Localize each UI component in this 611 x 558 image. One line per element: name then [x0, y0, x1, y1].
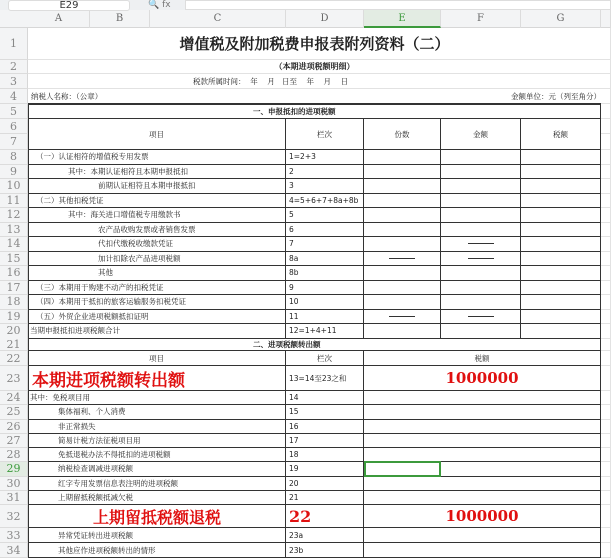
- grid-cell[interactable]: [601, 266, 611, 281]
- row-item: 农产品收购发票或者销售发票: [28, 223, 286, 238]
- tax-cell[interactable]: [521, 266, 601, 281]
- tax-cell[interactable]: [521, 165, 601, 180]
- row-header-24[interactable]: 24: [0, 391, 28, 405]
- grid-cell[interactable]: [601, 28, 611, 60]
- tax-cell[interactable]: [364, 448, 601, 462]
- count-cell[interactable]: [364, 150, 441, 165]
- grid-cell[interactable]: [601, 310, 611, 325]
- column-header-e[interactable]: E: [364, 10, 441, 28]
- row-column-number: 5: [286, 208, 364, 223]
- grid-cell[interactable]: [601, 420, 611, 434]
- row-header-11[interactable]: 11: [0, 194, 28, 209]
- row-column-number: 23b: [286, 543, 364, 558]
- amount-cell[interactable]: [441, 324, 521, 339]
- row-column-number: 11: [286, 310, 364, 325]
- section2-header: 项目: [28, 351, 286, 366]
- row-column-number: 12=1+4+11: [286, 324, 364, 339]
- count-cell[interactable]: [364, 237, 441, 252]
- row-column-number: 9: [286, 281, 364, 296]
- tax-cell[interactable]: [521, 295, 601, 310]
- row-column-number: 23a: [286, 528, 364, 543]
- grid-cell[interactable]: [601, 448, 611, 462]
- row-column-number: 10: [286, 295, 364, 310]
- row-column-number: 14: [286, 391, 364, 405]
- grid-cell[interactable]: [601, 74, 611, 89]
- grid-cell[interactable]: [601, 150, 611, 165]
- dash: [468, 258, 494, 259]
- row-header-18[interactable]: 18: [0, 295, 28, 310]
- taxpayer-name: 纳税人名称：（公章）: [28, 89, 441, 104]
- row-item: 代扣代缴税收缴款凭证: [28, 237, 286, 252]
- tax-cell[interactable]: [521, 281, 601, 296]
- column-header-g[interactable]: G: [521, 10, 601, 28]
- row-item: 红字专用发票信息表注明的进项税额: [28, 477, 286, 491]
- row-column-number: 13=14至23之和: [286, 366, 364, 391]
- grid-cell[interactable]: [601, 60, 611, 74]
- grid-cell[interactable]: [601, 179, 611, 194]
- row-column-number: 22: [286, 505, 364, 528]
- amount-unit: 金额单位：元（列至角分）: [441, 89, 601, 104]
- row-item: 本期进项税额转出额: [28, 366, 286, 391]
- grid-cell[interactable]: [601, 237, 611, 252]
- row-item: 上期留抵税额抵减欠税: [28, 491, 286, 505]
- row-column-number: 21: [286, 491, 364, 505]
- column-header-b[interactable]: B: [90, 10, 150, 28]
- row-header-12[interactable]: 12: [0, 208, 28, 223]
- row-header-27[interactable]: 27: [0, 434, 28, 448]
- row-header-16[interactable]: 16: [0, 266, 28, 281]
- amount-cell[interactable]: [441, 150, 521, 165]
- grid-cell[interactable]: [601, 491, 611, 505]
- row-header-17[interactable]: 17: [0, 281, 28, 296]
- count-cell[interactable]: [364, 324, 441, 339]
- row-item: 非正常损失: [28, 420, 286, 434]
- row-header-23[interactable]: 23: [0, 366, 28, 391]
- row-item: 当期申报抵扣进项税额合计: [28, 324, 286, 339]
- amount-cell[interactable]: [441, 295, 521, 310]
- grid-cell[interactable]: [601, 434, 611, 448]
- section1-title: 一、申报抵扣的进项税额: [28, 104, 601, 119]
- row-column-number: 16: [286, 420, 364, 434]
- row-item: （五）外贸企业进项税额抵扣证明: [28, 310, 286, 325]
- count-cell[interactable]: [364, 266, 441, 281]
- row-item: 加计扣除农产品进项税额: [28, 252, 286, 267]
- row-item: 异常凭证转出进项税额: [28, 528, 286, 543]
- grid-cell[interactable]: [601, 165, 611, 180]
- row-column-number: 7: [286, 237, 364, 252]
- grid-cell[interactable]: [601, 505, 611, 528]
- grid-cell[interactable]: [601, 366, 611, 391]
- row-header-30[interactable]: 30: [0, 477, 28, 491]
- row-item: 免抵退税办法不得抵扣的进项税额: [28, 448, 286, 462]
- column-header-d[interactable]: D: [286, 10, 364, 28]
- tax-cell[interactable]: [364, 420, 601, 434]
- row-item: 其他应作进项税额转出的情形: [28, 543, 286, 558]
- amount-cell[interactable]: [441, 266, 521, 281]
- section1-header: 份数: [364, 119, 441, 150]
- tax-cell[interactable]: [521, 194, 601, 209]
- grid-cell[interactable]: [601, 208, 611, 223]
- tax-cell[interactable]: [364, 405, 601, 419]
- grid-cell[interactable]: [601, 405, 611, 419]
- grid-cell[interactable]: [601, 281, 611, 296]
- tax-cell[interactable]: [521, 223, 601, 238]
- row-header-9[interactable]: 9: [0, 165, 28, 180]
- count-cell[interactable]: [364, 295, 441, 310]
- section2-title: 二、进项税额转出额: [28, 338, 601, 351]
- row-column-number: 15: [286, 405, 364, 419]
- row-column-number: 19: [286, 462, 364, 476]
- dash: [468, 243, 494, 244]
- dash: [389, 258, 415, 259]
- row-column-number: 4=5+6+7+8a+8b: [286, 194, 364, 209]
- row-header-7[interactable]: 7: [0, 134, 28, 150]
- row-header-1[interactable]: 1: [0, 28, 28, 60]
- tax-cell[interactable]: [364, 391, 601, 405]
- row-item: （一）认证相符的增值税专用发票: [28, 150, 286, 165]
- tax-cell[interactable]: 1000000: [364, 505, 601, 528]
- dash: [389, 316, 415, 317]
- report-subtitle: （本期进项税额明细）: [28, 60, 601, 74]
- grid-cell[interactable]: [601, 89, 611, 104]
- amount-cell[interactable]: [441, 165, 521, 180]
- count-cell[interactable]: [364, 223, 441, 238]
- grid-cell[interactable]: [601, 252, 611, 267]
- section1-header: 金额: [441, 119, 521, 150]
- row-item: 集体福利、个人消费: [28, 405, 286, 419]
- count-cell[interactable]: [364, 281, 441, 296]
- row-header-6[interactable]: 6: [0, 119, 28, 134]
- column-header-extra: [601, 10, 611, 28]
- row-header-31[interactable]: 31: [0, 491, 28, 505]
- section2-header: 栏次: [286, 351, 364, 366]
- count-cell[interactable]: [364, 194, 441, 209]
- amount-cell[interactable]: [441, 194, 521, 209]
- count-cell[interactable]: [364, 179, 441, 194]
- row-header-15[interactable]: 15: [0, 252, 28, 267]
- row-header-4[interactable]: 4: [0, 89, 28, 104]
- row-item: 其中：本期认证相符且本期申报抵扣: [28, 165, 286, 180]
- grid-cell[interactable]: [601, 119, 611, 134]
- row-column-number: 18: [286, 448, 364, 462]
- tax-cell[interactable]: [521, 208, 601, 223]
- row-header-14[interactable]: 14: [0, 237, 28, 252]
- row-header-33[interactable]: 33: [0, 528, 28, 543]
- tax-cell[interactable]: [364, 528, 601, 543]
- row-item: 简易计税方法征税项目用: [28, 434, 286, 448]
- tax-cell[interactable]: [364, 477, 601, 491]
- count-cell[interactable]: [364, 252, 441, 267]
- grid-cell[interactable]: [601, 528, 611, 543]
- tax-cell[interactable]: [521, 237, 601, 252]
- tax-cell[interactable]: [521, 310, 601, 325]
- tax-cell[interactable]: [521, 150, 601, 165]
- row-header-10[interactable]: 10: [0, 179, 28, 194]
- grid-cell[interactable]: [601, 134, 611, 150]
- amount-cell[interactable]: [441, 179, 521, 194]
- row-column-number: 6: [286, 223, 364, 238]
- row-header-34[interactable]: 34: [0, 543, 28, 558]
- row-column-number: 8b: [286, 266, 364, 281]
- tax-cell[interactable]: [364, 491, 601, 505]
- grid-cell[interactable]: [601, 104, 611, 119]
- row-column-number: 3: [286, 179, 364, 194]
- name-box[interactable]: E29: [8, 0, 130, 11]
- row-header-2[interactable]: 2: [0, 60, 28, 74]
- row-header-22[interactable]: 22: [0, 351, 28, 366]
- amount-cell[interactable]: [441, 223, 521, 238]
- row-item: 上期留抵税额退税: [28, 505, 286, 528]
- grid-cell[interactable]: [601, 194, 611, 209]
- row-header-13[interactable]: 13: [0, 223, 28, 238]
- section1-header: 项目: [28, 119, 286, 150]
- amount-cell[interactable]: [441, 237, 521, 252]
- row-column-number: 20: [286, 477, 364, 491]
- column-header-c[interactable]: C: [150, 10, 286, 28]
- count-cell[interactable]: [364, 310, 441, 325]
- amount-cell[interactable]: [441, 208, 521, 223]
- section2-header: 税额: [364, 351, 601, 366]
- grid-cell[interactable]: [601, 391, 611, 405]
- row-header-26[interactable]: 26: [0, 420, 28, 434]
- grid-cell[interactable]: [601, 223, 611, 238]
- count-cell[interactable]: [364, 208, 441, 223]
- grid-cell[interactable]: [601, 462, 611, 476]
- tax-cell[interactable]: [364, 543, 601, 558]
- row-item: （四）本期用于抵扣的旅客运输服务扣税凭证: [28, 295, 286, 310]
- row-column-number: 8a: [286, 252, 364, 267]
- row-header-20[interactable]: 20: [0, 324, 28, 339]
- formula-input[interactable]: [185, 0, 611, 10]
- row-header-29[interactable]: 29: [0, 462, 28, 476]
- grid-cell[interactable]: [601, 295, 611, 310]
- row-column-number: 2: [286, 165, 364, 180]
- row-header-32[interactable]: 32: [0, 505, 28, 528]
- fx-icon[interactable]: 🔍 fx: [148, 0, 171, 10]
- row-item: 纳税检查调减进项税额: [28, 462, 286, 476]
- row-item: 其他: [28, 266, 286, 281]
- row-item: （二）其他扣税凭证: [28, 194, 286, 209]
- grid-cell[interactable]: [601, 351, 611, 366]
- dash: [468, 316, 494, 317]
- row-column-number: 17: [286, 434, 364, 448]
- row-header-19[interactable]: 19: [0, 310, 28, 325]
- row-header-28[interactable]: 28: [0, 448, 28, 462]
- row-item: 其中：免税项目用: [28, 391, 286, 405]
- amount-cell[interactable]: [441, 310, 521, 325]
- row-column-number: 1=2+3: [286, 150, 364, 165]
- column-header-a[interactable]: A: [28, 10, 90, 28]
- amount-cell[interactable]: [441, 252, 521, 267]
- selected-cell-e29[interactable]: [364, 461, 441, 476]
- tax-cell[interactable]: [521, 179, 601, 194]
- row-header-3[interactable]: 3: [0, 74, 28, 89]
- column-header-f[interactable]: F: [441, 10, 521, 28]
- grid-cell[interactable]: [601, 338, 611, 351]
- grid-cell[interactable]: [601, 543, 611, 558]
- row-item: （三）本期用于购建不动产的扣税凭证: [28, 281, 286, 296]
- amount-cell[interactable]: [441, 281, 521, 296]
- tax-cell[interactable]: [521, 324, 601, 339]
- tax-cell[interactable]: [364, 434, 601, 448]
- row-header-8[interactable]: 8: [0, 150, 28, 165]
- grid-cell[interactable]: [601, 477, 611, 491]
- row-item: 前期认证相符且本期申报抵扣: [28, 179, 286, 194]
- row-item: 其中：海关进口增值税专用缴款书: [28, 208, 286, 223]
- grid-cell[interactable]: [601, 324, 611, 339]
- row-header-25[interactable]: 25: [0, 405, 28, 419]
- row-header-5[interactable]: 5: [0, 104, 28, 119]
- row-header-21[interactable]: 21: [0, 338, 28, 351]
- report-title: 增值税及附加税费申报表附列资料（二）: [28, 28, 601, 60]
- section1-header: 税额: [521, 119, 601, 150]
- tax-cell[interactable]: 1000000: [364, 366, 601, 391]
- tax-cell[interactable]: [521, 252, 601, 267]
- section1-header: 栏次: [286, 119, 364, 150]
- count-cell[interactable]: [364, 165, 441, 180]
- tax-period: 税款所属时间： 年 月 日至 年 月 日: [28, 74, 601, 89]
- fx-label: fx: [162, 0, 171, 10]
